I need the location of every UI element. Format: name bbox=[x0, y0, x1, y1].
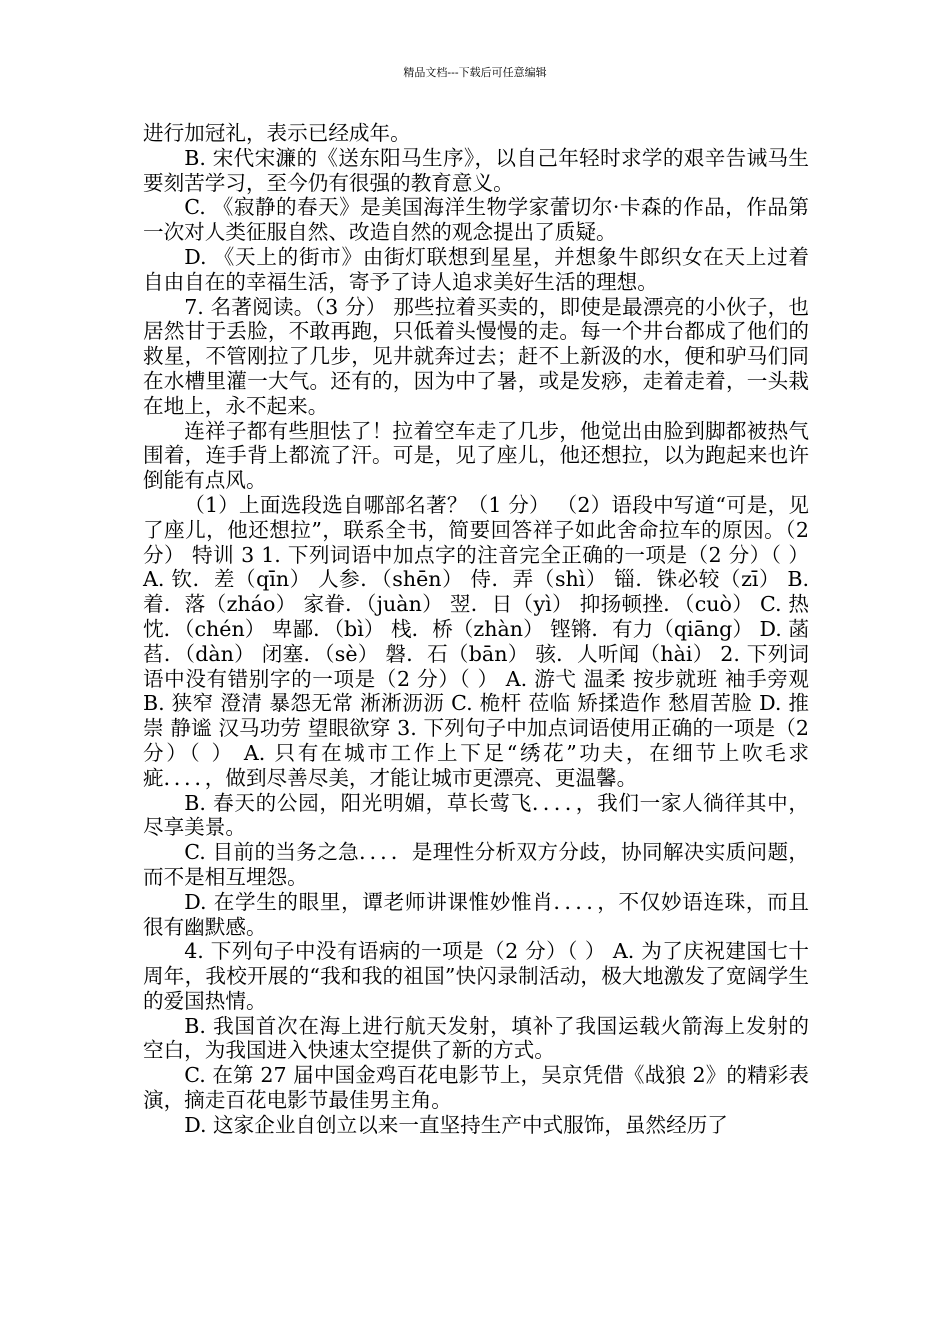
paragraph: 连祥子都有些胆怯了！拉着空车走了几步，他觉出由脸到脚都被热气围着，连手背上都流了汗。可是，见了座儿，他还想拉，以为跑起来也许倒能有点风。 bbox=[143, 418, 809, 493]
paragraph: B. 宋代宋濂的《送东阳马生序》，以自己年轻时求学的艰辛告诫马生要刻苦学习，至今仍有很强的教育意义。 bbox=[143, 145, 809, 195]
page-header: 精品文档---下载后可任意编辑 bbox=[403, 66, 547, 79]
paragraph: 进行加冠礼，表示已经成年。 bbox=[143, 121, 411, 145]
paragraph: B. 春天的公园，阳光明媚，草长莺飞．．．．，我们一家人徜徉其中，尽享美景。 bbox=[143, 790, 809, 840]
paragraph: C. 在第 27 届中国金鸡百花电影节上，吴京凭借《战狼 2》的精彩表演，摘走百花电影节最佳男主角。 bbox=[143, 1063, 809, 1113]
paragraph: C. 《寂静的春天》是美国海洋生物学家蕾切尔·卡森的作品，作品第一次对人类征服自然、改造自然的观念提出了质疑。 bbox=[143, 195, 809, 245]
paragraph: （1）上面选段选自哪部名著？（1 分） （2）语段中写道“可是，见了座儿，他还想拉”，联系全书，简要回答祥子如此舍命拉车的原因。（2 分） 特训 3 1. 下列词语中加点字的注音完全正确的一项是（2 分）（ ） A. 钦．差（qīn） 人参．（shēn） 侍．弄（shì） 锱．铢必较（zī） B. 着．落（zháo） 家眷．（juàn） 翌．日（yì） 抑扬顿挫．（cuò） C. 热忱．（chén） 卑鄙．（bì） 栈．桥（zhàn） 铿锵．有力（qiāng） D. 菡萏．（dàn） 闭塞．（sè） 磐．石（bān） 骇．人听闻（hài） 2. 下列词语中没有错别字的一项是（2 分）（ ） A. 游弋 温柔 按步就班 袖手旁观 B. 狭窄 澄清 暴怨无常 淅淅沥沥 C. 桅杆 莅临 矫揉造作 愁眉苦脸 D. 推崇 静谧 汉马功劳 望眼欲穿 3. 下列句子中加点词语使用正确的一项是（2 分）（ ） A. 只有在城市工作上下足“绣花”功夫，在细节上吹毛求疵．．．．，做到尽善尽美，才能让城市更漂亮、更温馨。 bbox=[143, 492, 809, 790]
document-body bbox=[143, 121, 809, 1138]
paragraph: 4. 下列句子中没有语病的一项是（2 分）（ ） A. 为了庆祝建国七十周年，我校开展的“我和我的祖国”快闪录制活动，极大地激发了宽阔学生的爱国热情。 bbox=[143, 939, 809, 1013]
paragraph: 7. 名著阅读。（3 分） 那些拉着买卖的，即使是最漂亮的小伙子，也居然甘于丢脸，不敢再跑，只低着头慢慢的走。每一个井台都成了他们的救星，不管刚拉了几步，见井就奔过去；赶不上新汲的水，便和驴马们同在水槽里灌一大气。还有的，因为中了暑，或是发痧，走着走着，一头栽在地上，永不起来。 bbox=[143, 294, 809, 418]
paragraph: D. 这家企业自创立以来一直坚持生产中式服饰，虽然经历了 bbox=[184, 1112, 728, 1137]
paragraph: D. 《天上的街市》由街灯联想到星星，并想象牛郎织女在天上过着自由自在的幸福生活，寄予了诗人追求美好生活的理想。 bbox=[143, 244, 809, 294]
paragraph: D. 在学生的眼里，谭老师讲课惟妙惟肖．．．．，不仅妙语连珠，而且很有幽默感。 bbox=[143, 889, 809, 939]
paragraph: C. 目前的当务之急．．．．是理性分析双方分歧，协同解决实质问题，而不是相互埋怨。 bbox=[143, 840, 809, 889]
paragraph: B. 我国首次在海上进行航天发射，填补了我国运载火箭海上发射的空白，为我国进入快速太空提供了新的方式。 bbox=[143, 1013, 809, 1063]
